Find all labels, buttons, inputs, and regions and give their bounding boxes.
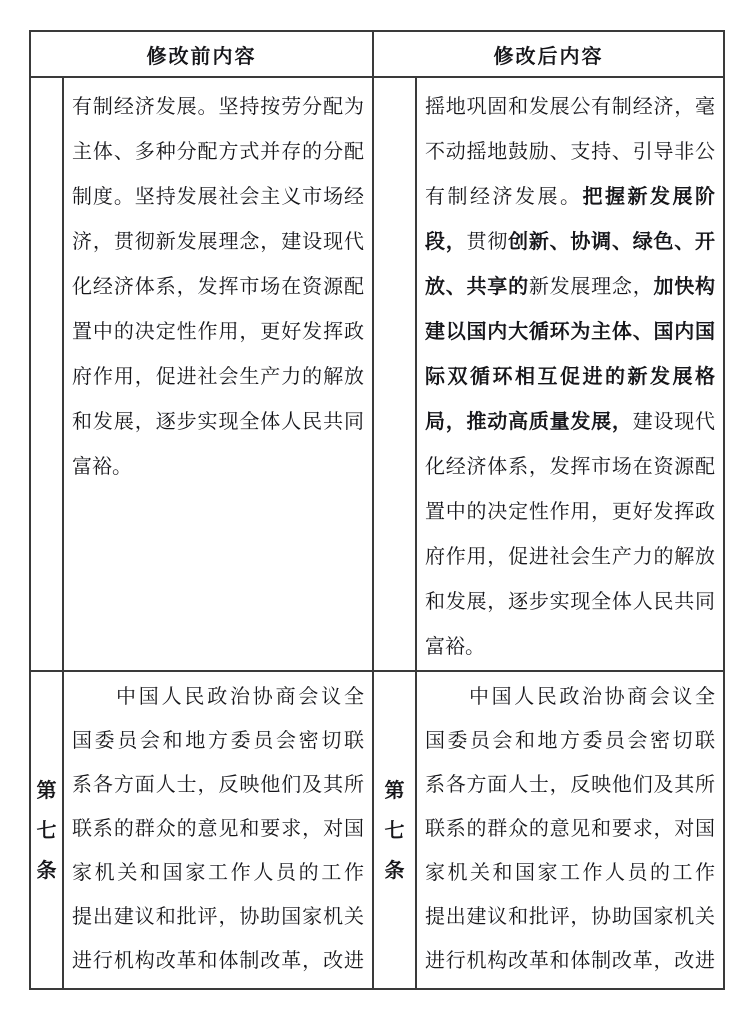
before-article-number-cell (30, 77, 63, 671)
article-number-char: 七 (36, 818, 57, 842)
text-segment: 进行机构改革和体制改革，改进 (425, 948, 715, 972)
article-number-label (31, 770, 62, 890)
text-line (72, 354, 364, 399)
text-segment: 置中的决定性作用，更好发挥政 (425, 499, 715, 523)
text-segment: 不动摇地鼓励、支持、引导非公 (425, 139, 715, 163)
text-segment: 置中的决定性作用，更好发挥政 (72, 319, 364, 343)
text-segment: 贯彻 (466, 229, 509, 253)
text-line (425, 850, 715, 894)
text-line (425, 806, 715, 850)
text-line (425, 264, 715, 309)
text-line (72, 938, 364, 982)
revision-comparison-table (29, 30, 725, 990)
text-segment: 富裕。 (72, 454, 132, 478)
text-segment: 建以国内大循环为主体、国内国 (425, 319, 715, 343)
article-number-char: 七 (384, 818, 405, 842)
text-line (72, 219, 364, 264)
text-segment: 提出建议和批评，协助国家机关 (72, 904, 364, 928)
text-segment: 化经济体系，发挥市场在资源配 (72, 274, 364, 298)
text-segment: 和发展，逐步实现全体人民共同 (72, 409, 364, 433)
text-segment: 联系的群众的意见和要求，对国 (72, 816, 364, 840)
text-line (425, 762, 715, 806)
text-segment: 创新、协调、绿色、开 (508, 229, 716, 253)
header-before-content: 修改前内容 (30, 31, 373, 77)
before-content-cell (63, 671, 373, 989)
text-segment: 国委员会和地方委员会密切联 (72, 728, 364, 752)
text-segment: 富裕。 (425, 634, 485, 658)
text-line (72, 444, 364, 489)
header-after-content: 修改后内容 (373, 31, 724, 77)
text-line (72, 850, 364, 894)
text-line (72, 174, 364, 219)
text-segment: 联系的群众的意见和要求，对国 (425, 816, 715, 840)
text-line (72, 309, 364, 354)
text-line (72, 894, 364, 938)
text-line (425, 718, 715, 762)
after-content-cell (416, 77, 724, 671)
text-line (72, 84, 364, 129)
text-segment: 系各方面人士，反映他们及其所 (72, 772, 364, 796)
text-segment: 家机关和国家工作人员的工作 (72, 860, 364, 884)
text-segment: 建设现代 (632, 409, 716, 433)
text-segment: 进行机构改革和体制改革，改进 (72, 948, 364, 972)
text-line (425, 624, 715, 669)
text-segment: 摇地巩固和发展公有制经济，毫 (425, 94, 715, 118)
text-line (72, 399, 364, 444)
text-segment: 有制经济发展。 (425, 184, 583, 208)
text-line (72, 718, 364, 762)
text-segment: 段， (425, 229, 467, 253)
article-number-char: 第 (36, 778, 57, 802)
text-line (425, 674, 715, 718)
text-line (425, 129, 715, 174)
after-article-number-cell (373, 671, 416, 989)
table-body (30, 77, 724, 989)
after-article-number-cell (373, 77, 416, 671)
text-line (425, 534, 715, 579)
text-segment: 济，贯彻新发展理念，建设现代 (72, 229, 364, 253)
text-line (425, 309, 715, 354)
text-line (425, 174, 715, 219)
text-line (425, 84, 715, 129)
before-article-number-cell (30, 671, 63, 989)
text-segment: 制度。坚持发展社会主义市场经 (72, 184, 364, 208)
table-header-row (30, 31, 724, 77)
text-segment: 有制经济发展。坚持按劳分配为 (72, 94, 364, 118)
text-segment: 际双循环相互促进的新发展格 (425, 364, 715, 388)
text-line (425, 894, 715, 938)
table-row (30, 671, 724, 989)
text-line (425, 219, 715, 264)
text-line (72, 762, 364, 806)
article-number-char: 条 (384, 858, 405, 882)
text-line (72, 674, 364, 718)
text-segment: 国委员会和地方委员会密切联 (425, 728, 715, 752)
text-line (425, 579, 715, 624)
text-line (425, 354, 715, 399)
text-segment: 中国人民政治协商会议全 (469, 684, 715, 708)
text-segment: 把握新发展阶 (582, 184, 715, 208)
text-line (425, 444, 715, 489)
text-segment: 提出建议和批评，协助国家机关 (425, 904, 715, 928)
text-segment: 新发展理念， (528, 274, 654, 298)
article-number-label (374, 770, 415, 890)
text-line (72, 129, 364, 174)
text-segment: 化经济体系，发挥市场在资源配 (425, 454, 715, 478)
before-content-cell (63, 77, 373, 671)
text-segment: 家机关和国家工作人员的工作 (425, 860, 715, 884)
text-line (425, 399, 715, 444)
text-segment: 和发展，逐步实现全体人民共同 (425, 589, 715, 613)
text-segment: 主体、多种分配方式并存的分配 (72, 139, 364, 163)
text-segment: 局，推动高质量发展， (425, 409, 633, 433)
text-line (425, 489, 715, 534)
text-segment: 放、共享的 (425, 274, 529, 298)
text-line (72, 264, 364, 309)
text-segment: 府作用，促进社会生产力的解放 (72, 364, 364, 388)
text-segment: 加快构 (653, 274, 716, 298)
text-line (425, 938, 715, 982)
article-number-char: 条 (36, 858, 57, 882)
text-line (72, 806, 364, 850)
text-segment: 中国人民政治协商会议全 (116, 684, 364, 708)
after-content-cell (416, 671, 724, 989)
table-row (30, 77, 724, 671)
article-number-char: 第 (384, 778, 405, 802)
text-segment: 府作用，促进社会生产力的解放 (425, 544, 715, 568)
text-segment: 系各方面人士，反映他们及其所 (425, 772, 715, 796)
